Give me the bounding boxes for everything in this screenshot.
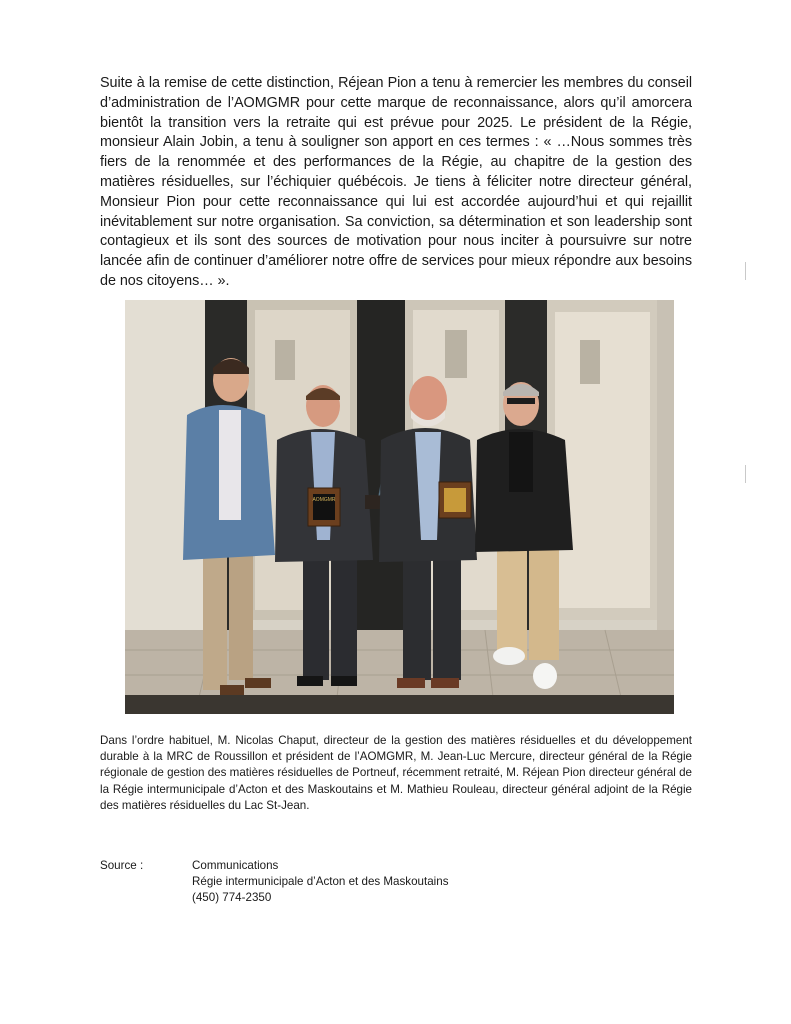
source-line-organization: Régie intermunicipale d’Acton et des Maskoutains (192, 875, 449, 888)
source-line-department: Communications (192, 859, 279, 872)
body-paragraph: Suite à la remise de cette distinction, Réjean Pion a tenu à remercier les membres du conseil d’administration de l’AOMGMR pour cette marque de reconnaissance, alors qu’il amorcera bientôt la transition vers la retraite qui est prévue pour 2025. Le président de la Régie, monsieur Alain Jobin, a tenu à souligner son apport en ces termes : « …Nous sommes très fiers de la renommée et des performances de la Régie, au chapitre de la gestion des matières résiduelles, sur l’échiquier québécois. Je tiens à féliciter notre directeur général, Monsieur Pion pour cette reconnaissance qui lui est accordée aujourd’hui et qui rejaillit inévitablement sur notre organisation. Sa conviction, sa détermination et son leadership sont contagieux et ils sont des sources de motivation pour nous inciter à poursuivre sur notre lancée afin de continuer d’améliorer notre offre de services pour mieux répondre aux besoins de nos citoyens… ». (100, 75, 692, 289)
photo-caption: Dans l’ordre habituel, M. Nicolas Chaput, directeur de la gestion des matières résiduelles et du développement durable à la MRC de Roussillon et président de l’AOMGMR, M. Jean-Luc Mercure, directeur général de la Régie régionale de gestion des matières résiduelles de Portneuf, récemment retraité, M. Réjean Pion directeur général de la Régie intermunicipale d’Acton et des Maskoutains et M. Mathieu Rouleau, directeur général adjoint de la Régie des matières résiduelles du Lac St-Jean. (100, 734, 692, 812)
award-group-photo (125, 300, 674, 714)
source-block (192, 858, 449, 906)
scan-artifact (745, 262, 746, 280)
scan-artifact (745, 465, 746, 483)
source-line-phone: (450) 774-2350 (192, 891, 272, 904)
plaque-text: AOMGMR (312, 497, 336, 503)
source-label: Source : (100, 859, 144, 872)
